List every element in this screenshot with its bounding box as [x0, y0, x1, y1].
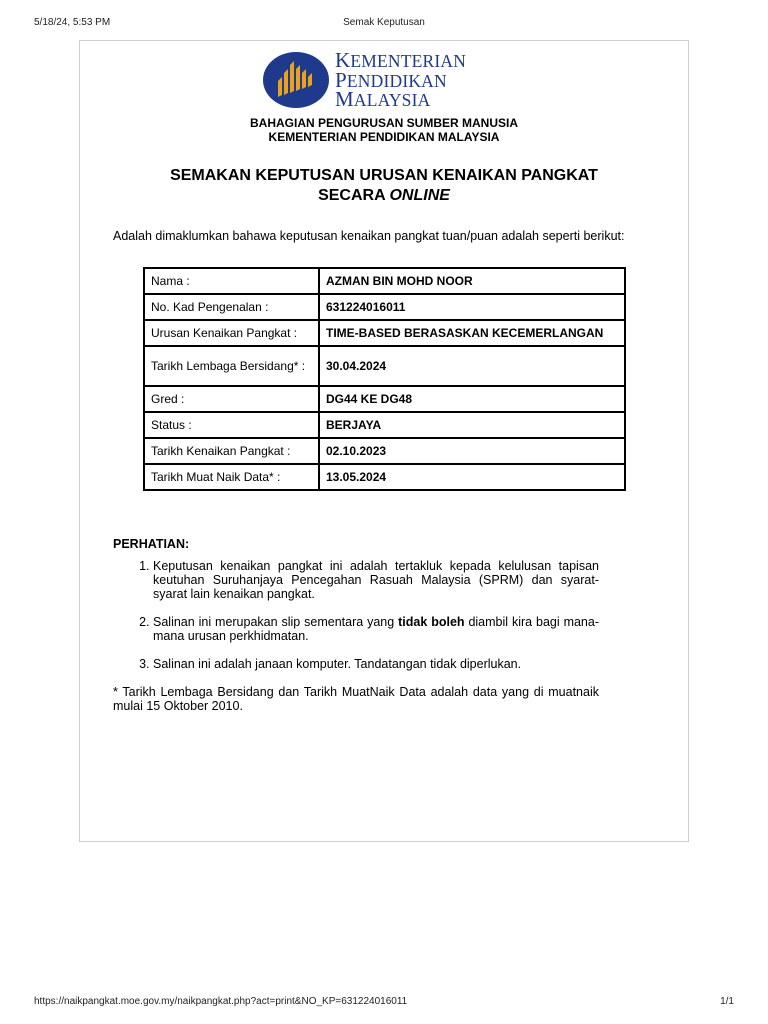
row-label: Gred : [144, 386, 319, 412]
row-value: TIME-BASED BERASASKAN KECEMERLANGAN [319, 320, 625, 346]
row-value: BERJAYA [319, 412, 625, 438]
page-title: SEMAKAN KEPUTUSAN URUSAN KENAIKAN PANGKAT SECARA ONLINE [170, 167, 598, 204]
department-name: BAHAGIAN PENGURUSAN SUMBER MANUSIA [249, 116, 518, 130]
ministry-logo [262, 50, 494, 110]
table-row [144, 412, 625, 438]
row-label: Nama : [144, 268, 319, 294]
list-item: 1. Keputusan kenaikan pangkat ini adalah tertakluk kepada kelulusan tapisan keutuhan Suruhanjaya Pencegahan Rasuah Malaysia (SPRM) dan syarat-syarat lain kenaikan pangkat. [153, 559, 599, 601]
notice-section [113, 537, 599, 713]
print-datetime: 5/18/24, 5:53 PM [34, 17, 111, 28]
list-item: 2. Salinan ini merupakan slip sementara yang tidak boleh diambil kira bagi mana-mana urusan perkhidmatan. [153, 615, 599, 643]
table-row [144, 438, 625, 464]
notice-list [113, 559, 599, 671]
row-value: 30.04.2024 [319, 346, 625, 386]
row-label: Urusan Kenaikan Pangkat : [144, 320, 319, 346]
table-row [144, 346, 625, 386]
print-page-title: Semak Keputusan [343, 17, 425, 28]
print-footer [34, 996, 734, 1010]
row-value: 02.10.2023 [319, 438, 625, 464]
print-page-number: 1/1 [720, 996, 734, 1007]
row-label: Tarikh Kenaikan Pangkat : [144, 438, 319, 464]
footnote: * Tarikh Lembaga Bersidang dan Tarikh MuatNaik Data adalah data yang di muatnaik mulai 15 Oktober 2010. [113, 685, 599, 713]
ministry-name: KEMENTERIAN PENDIDIKAN MALAYSIA [268, 130, 500, 144]
print-url: https://naikpangkat.moe.gov.my/naikpangkat.php?act=print&NO_KP=631224016011 [34, 996, 408, 1007]
department-header [79, 116, 689, 144]
row-value: 13.05.2024 [319, 464, 625, 490]
table-row [144, 386, 625, 412]
ministry-emblem-icon [262, 51, 330, 109]
intro-text: Adalah dimaklumkan bahawa keputusan kenaikan pangkat tuan/puan adalah seperti berikut: [113, 229, 625, 243]
notice-title: PERHATIAN: [113, 537, 190, 551]
row-label: Tarikh Lembaga Bersidang* : [144, 346, 319, 386]
table-row [144, 268, 625, 294]
print-header [34, 17, 734, 31]
table-row [144, 294, 625, 320]
row-value: 631224016011 [319, 294, 625, 320]
row-value: DG44 KE DG48 [319, 386, 625, 412]
result-table [143, 267, 626, 491]
ministry-logo-text: KEMENTERIAN PENDIDIKAN MALAYSIA [335, 48, 467, 111]
table-row [144, 464, 625, 490]
row-label: Status : [144, 412, 319, 438]
list-item: 3. Salinan ini adalah janaan komputer. Tandatangan tidak diperlukan. [153, 657, 599, 671]
row-label: Tarikh Muat Naik Data* : [144, 464, 319, 490]
table-row [144, 320, 625, 346]
row-label: No. Kad Pengenalan : [144, 294, 319, 320]
row-value: AZMAN BIN MOHD NOOR [319, 268, 625, 294]
